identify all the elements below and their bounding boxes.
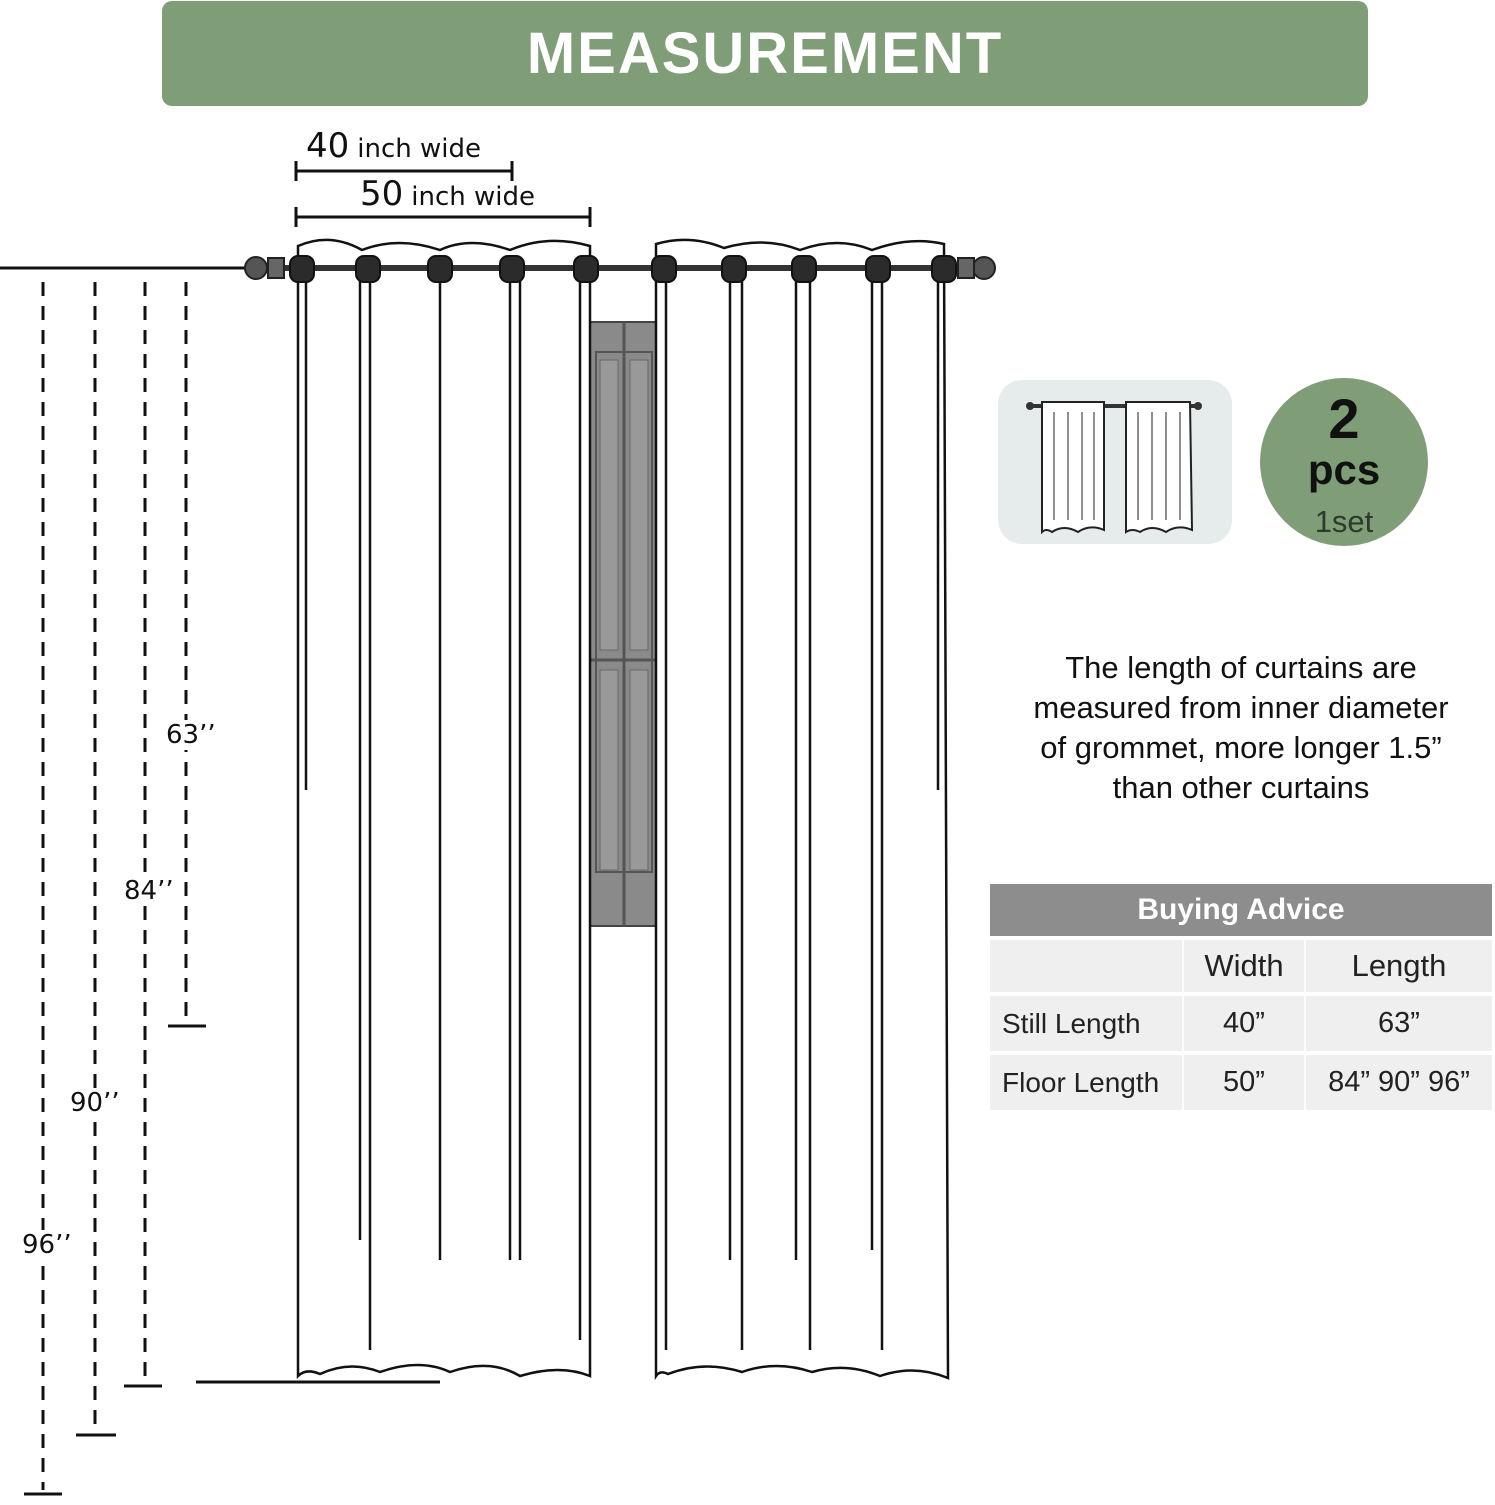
left-curtain-panel: [298, 240, 590, 1376]
buying-advice-table: [990, 884, 1492, 1110]
cell-floor-length: 84” 90” 96”: [1306, 1055, 1492, 1110]
banner-title: MEASUREMENT: [526, 21, 1004, 86]
measurement-note: [990, 648, 1492, 808]
note-line: measured from inner diameter: [1033, 690, 1449, 725]
note-line: than other curtains: [1112, 770, 1370, 805]
curtain-pair-thumbnail: [998, 380, 1232, 544]
note-line: The length of curtains are: [1065, 650, 1417, 685]
column-header-length: Length: [1306, 940, 1492, 992]
set-count-label: 1set: [1314, 504, 1374, 539]
length-label-63: 63’’: [166, 720, 216, 750]
set-count-number: 2: [1328, 387, 1360, 450]
width-label-40: [306, 126, 481, 166]
right-curtain-panel: [656, 240, 948, 1378]
length-label-96: 96’’: [22, 1230, 72, 1260]
width-value-50: 50: [360, 174, 404, 214]
set-count-unit: pcs: [1307, 446, 1381, 493]
column-header-width: Width: [1184, 940, 1304, 992]
row-label-still-length: Still Length: [990, 996, 1182, 1051]
row-label-floor-length: Floor Length: [990, 1055, 1182, 1110]
table-corner-cell: [990, 940, 1182, 992]
length-label-90: 90’’: [70, 1088, 120, 1118]
width-label-50: [360, 174, 535, 214]
cell-still-length: 63”: [1306, 996, 1492, 1051]
width-value-40: 40: [306, 126, 350, 166]
cell-still-width: 40”: [1184, 996, 1304, 1051]
buying-advice-grid: [990, 940, 1492, 1110]
note-line: of grommet, more longer 1.5”: [1040, 730, 1442, 765]
cell-floor-width: 50”: [1184, 1055, 1304, 1110]
buying-advice-title: Buying Advice: [990, 884, 1492, 936]
length-label-84: 84’’: [124, 876, 174, 906]
width-unit-40: inch wide: [357, 134, 481, 164]
width-unit-50: inch wide: [411, 182, 535, 212]
curtain-pair-icon: [998, 380, 1232, 544]
set-count-badge: [1260, 378, 1428, 546]
window-frame: [590, 322, 658, 926]
